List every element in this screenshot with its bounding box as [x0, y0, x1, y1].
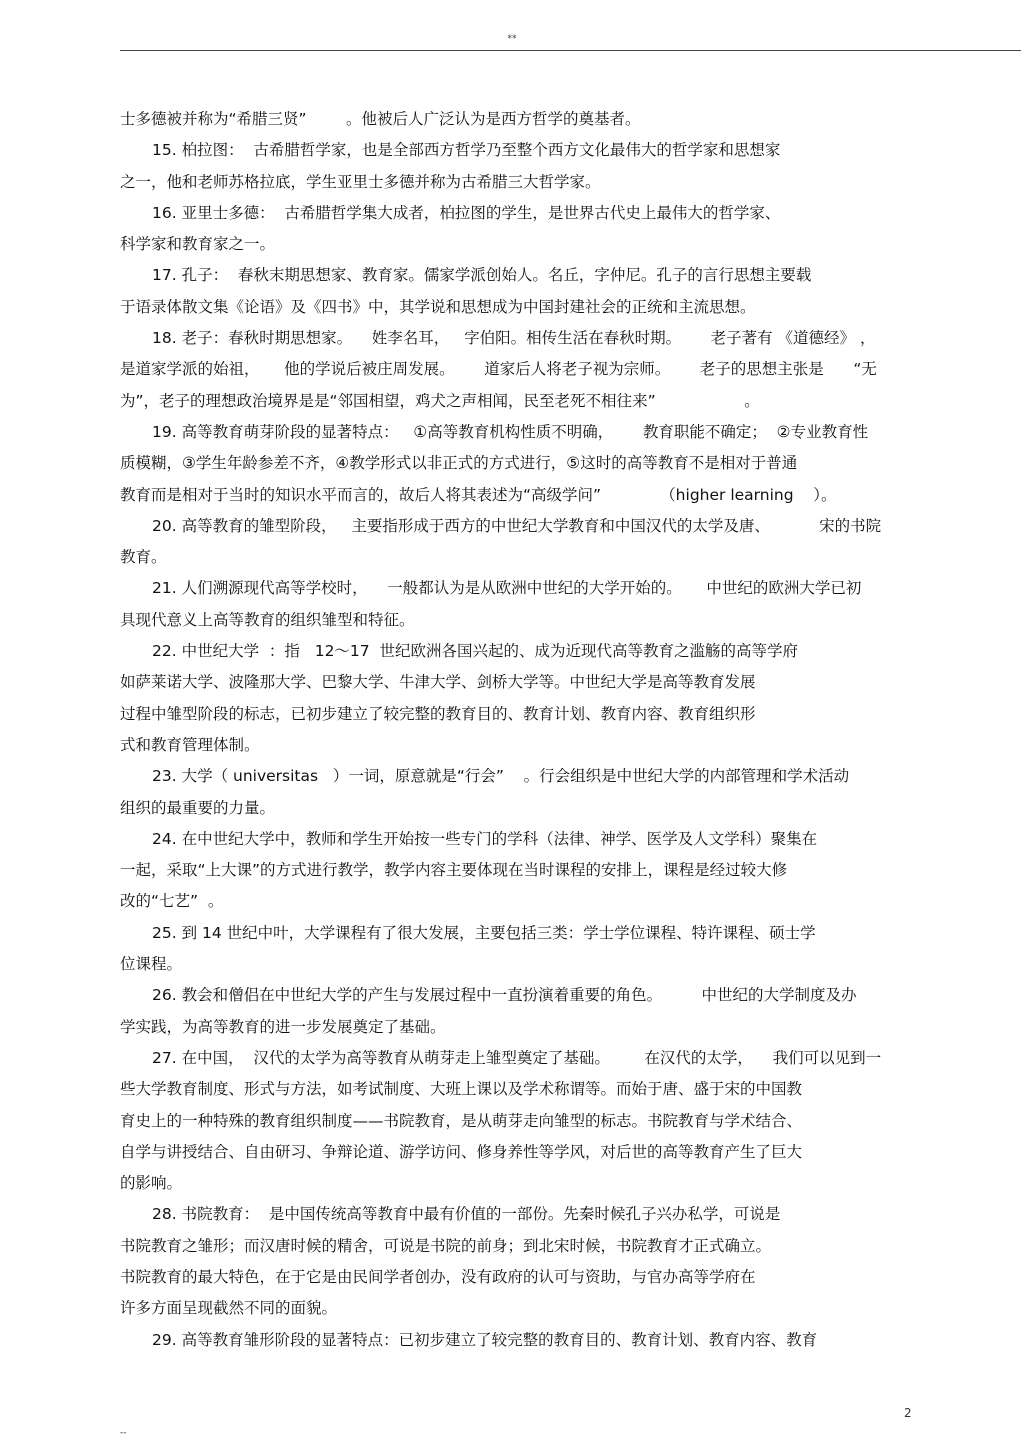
text-line: 20. 高等教育的雏型阶段， 主要指形成于西方的中世纪大学教育和中国汉代的太学及唐、 宋的书院 [152, 516, 882, 535]
text-line: 24. 在中世纪大学中，教师和学生开始按一些专门的学科（法律、神学、医学及人文学科）聚集在 [152, 829, 818, 848]
text-line: 于语录体散文集《论语》及《四书》中，其学说和思想成为中国封建社会的正统和主流思想。 [120, 297, 756, 316]
text-line: 26. 教会和僧侣在中世纪大学的产生与发展过程中一直扮演着重要的角色。 中世纪的大学制度及办 [152, 986, 857, 1005]
header-mark: ** [507, 34, 517, 44]
text-line: 如萨莱诺大学、波隆那大学、巴黎大学、牛津大学、剑桥大学等。中世纪大学是高等教育发展 [120, 673, 756, 692]
text-line: 为”，老子的理想政治境界是是“邻国相望，鸡犬之声相闻，民至老死不相往来” 。 [120, 391, 760, 410]
text-line: 23. 大学（ universitas ）一词，原意就是“行会” 。行会组织是中世纪大学的内部管理和学术活动 [152, 767, 850, 786]
text-line: 18. 老子：春秋时期思想家。 姓李名耳， 字伯阳。相传生活在春秋时期。 老子著有 《道德经》 ， [152, 329, 876, 348]
text-line: 式和教育管理体制。 [120, 735, 260, 754]
text-line: 位课程。 [120, 955, 183, 974]
text-line: 17. 孔子： 春秋末期思想家、教育家。儒家学派创始人。名丘，字仲尼。孔子的言行思想主要载 [152, 266, 812, 285]
text-line: 29. 高等教育雏形阶段的显著特点：已初步建立了较完整的教育目的、教育计划、教育内容、教育 [152, 1330, 818, 1349]
text-line: 书院教育之雏形；而汉唐时候的精舍，可说是书院的前身；到北宋时候，书院教育才正式确立。 [120, 1236, 772, 1255]
text-line: 一起，采取“上大课”的方式进行教学，教学内容主要体现在当时课程的安排上，课程是经过较大修 [120, 861, 788, 880]
text-line: 质模糊，③学生年龄参差不齐，④教学形式以非正式的方式进行，⑤这时的高等教育不是相对于普通 [120, 454, 798, 473]
text-line: 25. 到 14 世纪中叶，大学课程有了很大发展，主要包括三类：学士学位课程、特许课程、硕士学 [152, 923, 816, 942]
header-rule [120, 50, 1021, 51]
text-line: 育史上的一种特殊的教育组织制度——书院教育，是从萌芽走向雏型的标志。书院教育与学术结合、 [120, 1111, 803, 1130]
text-line: 自学与讲授结合、自由研习、争辩论道、游学访问、修身养性等学风，对后世的高等教育产生了巨大 [120, 1142, 803, 1161]
text-line: 15. 柏拉图： 古希腊哲学家，也是全部西方哲学乃至整个西方文化最伟大的哲学家和思想家 [152, 141, 781, 160]
text-line: 教育。 [120, 548, 167, 567]
text-line: 具现代意义上高等教育的组织雏型和特征。 [120, 610, 415, 629]
text-line: 士多德被并称为“希腊三贤” 。他被后人广泛认为是西方哲学的奠基者。 [120, 110, 641, 128]
text-line: 28. 书院教育： 是中国传统高等教育中最有价值的一部份。先秦时候孔子兴办私学，可说是 [152, 1205, 781, 1224]
page-number: 2 [904, 1406, 912, 1420]
text-line: 许多方面呈现截然不同的面貌。 [120, 1299, 338, 1318]
text-line: 16. 亚里士多德： 古希腊哲学集大成者，柏拉图的学生，是世界古代史上最伟大的哲学家、 [152, 203, 781, 222]
footer-mark: -- [120, 1428, 127, 1438]
text-line: 改的“七艺” 。 [120, 892, 224, 911]
text-line: 22. 中世纪大学 ：指 12～17 世纪欧洲各国兴起的、成为近现代高等教育之滥觞的高等学府 [152, 642, 799, 661]
text-line: 19. 高等教育萌芽阶段的显著特点： ①高等教育机构性质不明确， 教育职能不确定； ②专业教育性 [152, 422, 869, 441]
text-line: 过程中雏型阶段的标志，已初步建立了较完整的教育目的、教育计划、教育内容、教育组织形 [120, 704, 756, 723]
text-line: 的影响。 [120, 1174, 183, 1193]
text-line: 21. 人们溯源现代高等学校时， 一般都认为是从欧洲中世纪的大学开始的。 中世纪的欧洲大学已初 [152, 579, 862, 598]
text-line: 教育而是相对于当时的知识水平而言的，故后人将其表述为“高级学问” （higher learning ）。 [120, 485, 837, 504]
text-line: 之一，他和老师苏格拉底，学生亚里士多德并称为古希腊三大哲学家。 [120, 172, 601, 191]
text-line: 学实践，为高等教育的进一步发展奠定了基础。 [120, 1017, 446, 1036]
text-line: 科学家和教育家之一。 [120, 235, 276, 254]
text-line: 组织的最重要的力量。 [120, 798, 276, 817]
text-line: 些大学教育制度、形式与方法，如考试制度、大班上课以及学术称谓等。而始于唐、盛于宋的中国教 [120, 1080, 803, 1099]
text-line: 是道家学派的始祖， 他的学说后被庄周发展。 道家后人将老子视为宗师。 老子的思想主张是 “无 [120, 360, 877, 379]
text-line: 27. 在中国， 汉代的太学为高等教育从萌芽走上雏型奠定了基础。 在汉代的太学， 我们可以见到一 [152, 1048, 882, 1067]
text-line: 书院教育的最大特色，在于它是由民间学者创办，没有政府的认可与资助，与官办高等学府在 [120, 1267, 756, 1286]
document-body [120, 104, 920, 1356]
